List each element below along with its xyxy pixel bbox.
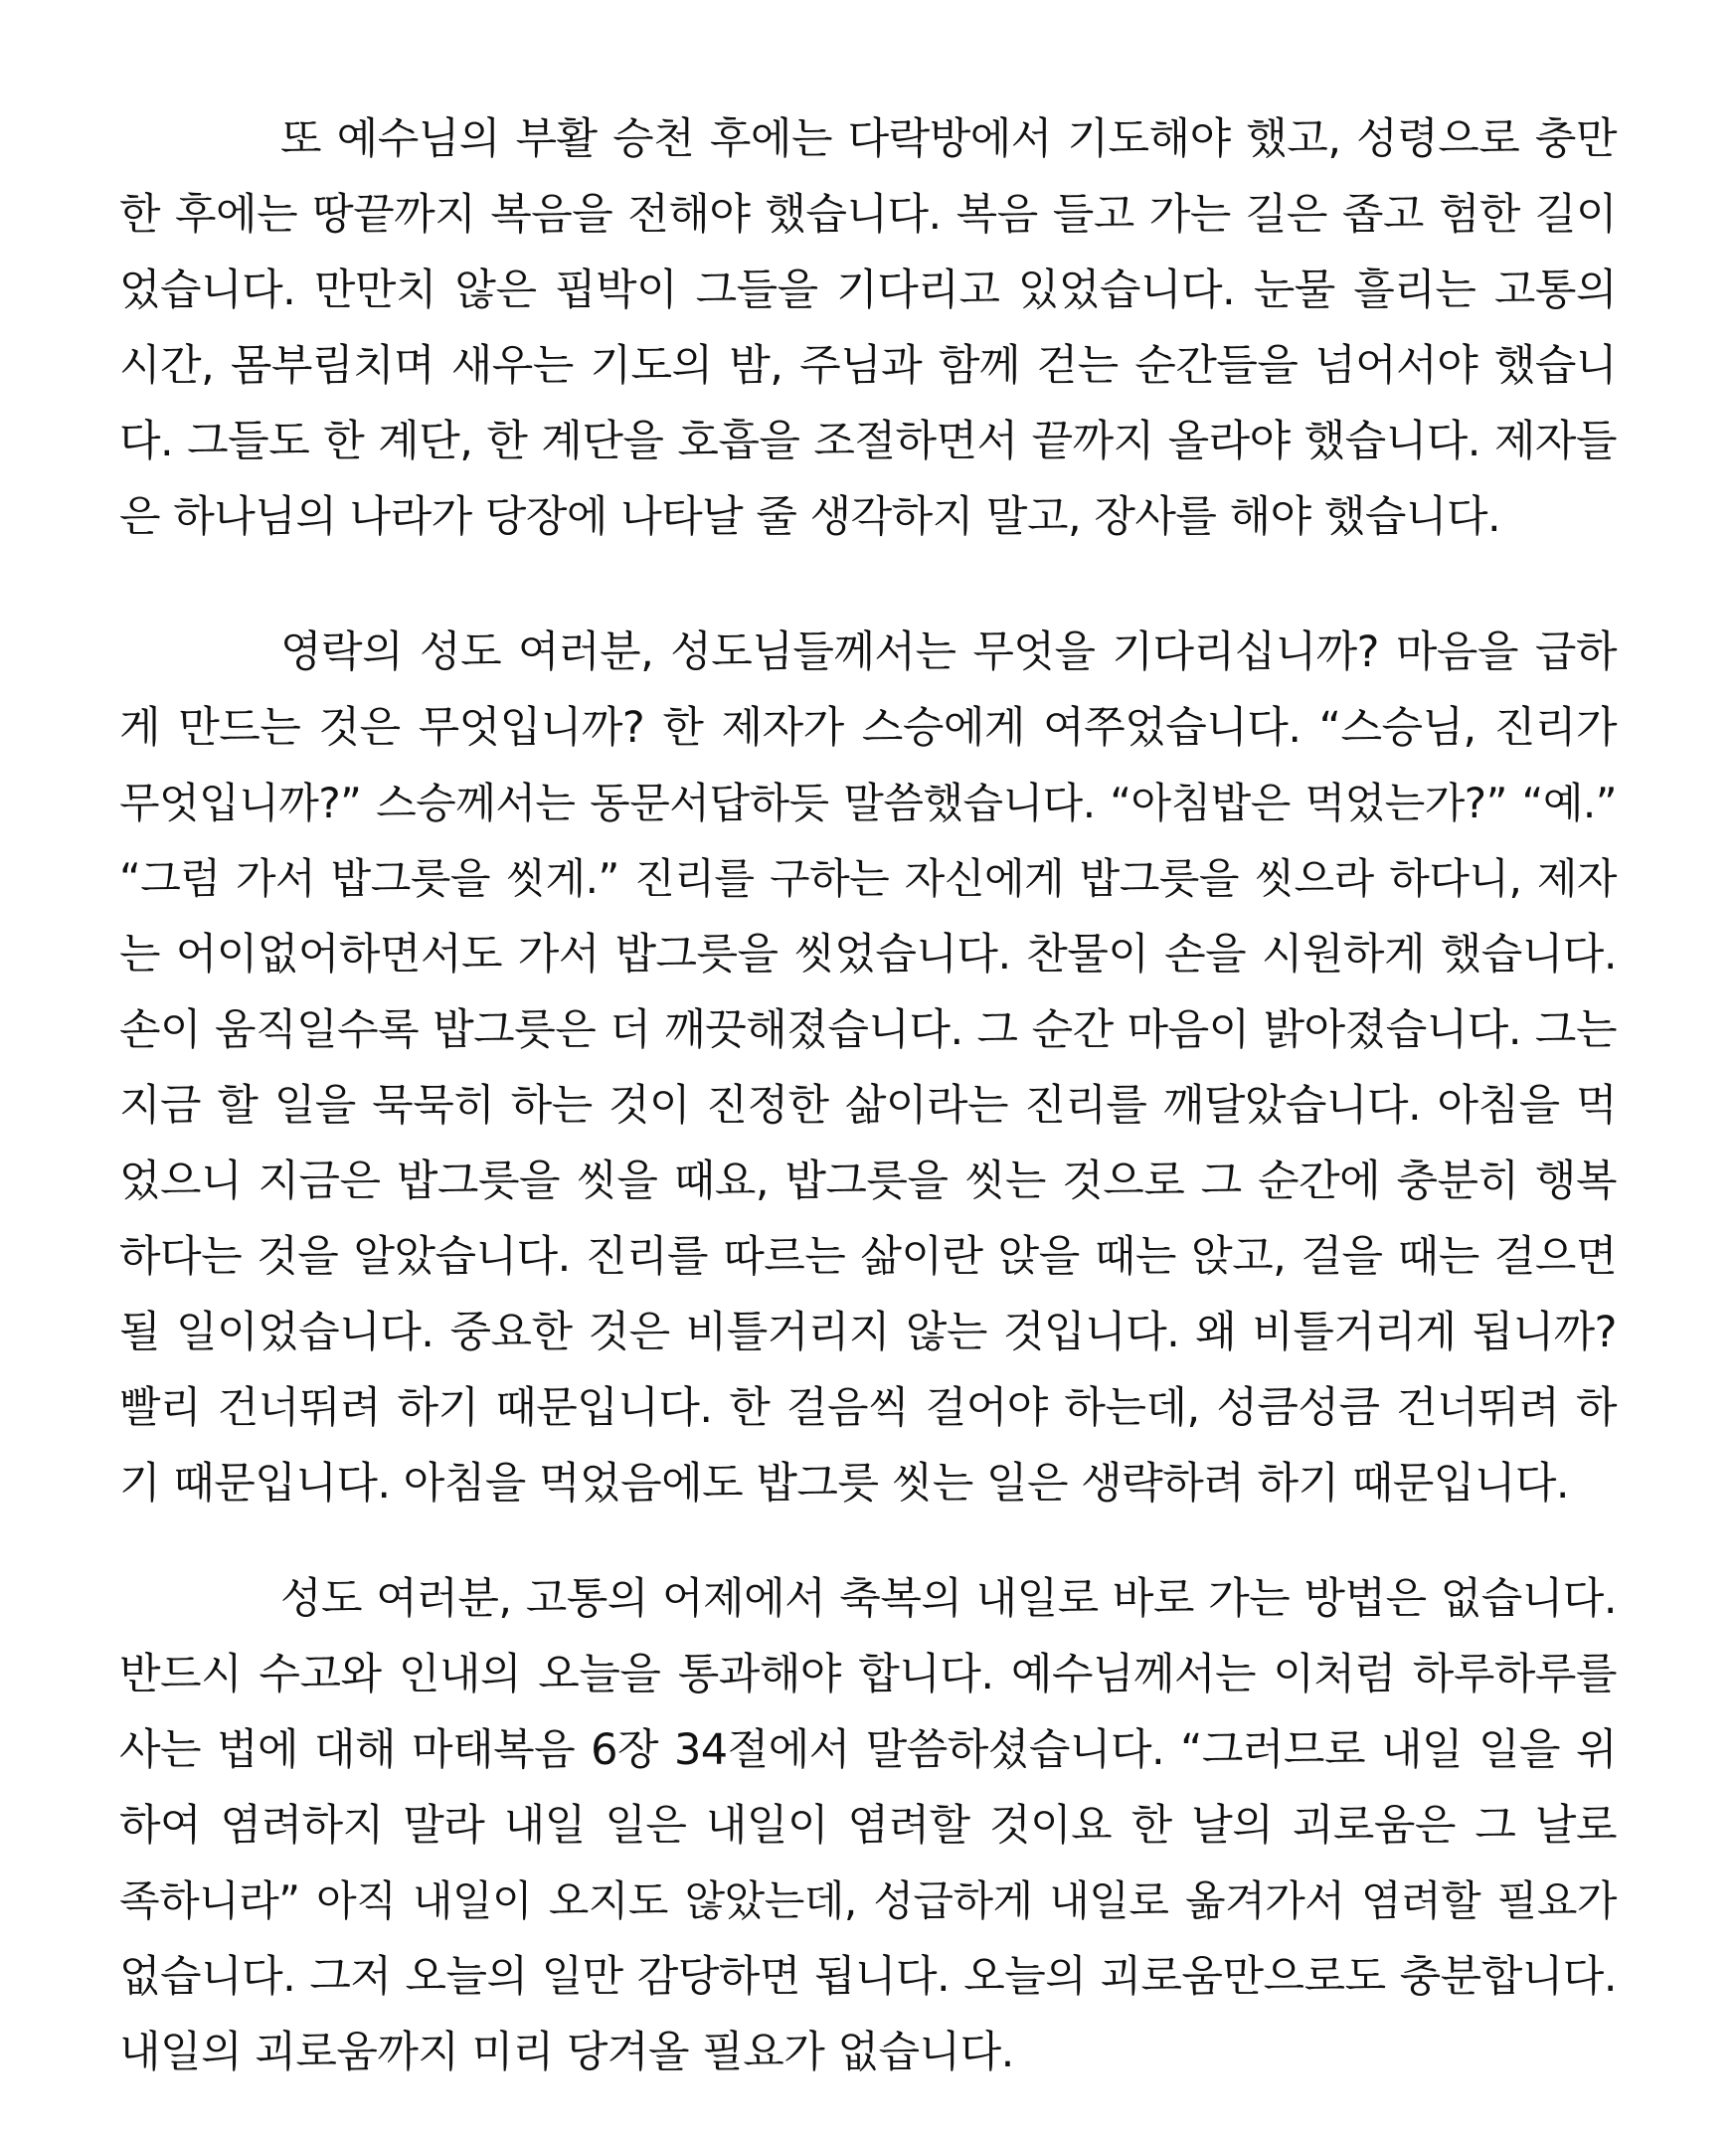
paragraph-line: 없습니다. 그저 오늘의 일만 감당하면 됩니다. 오늘의 괴로움만으로도 충분합니다. [119, 1952, 1617, 2002]
paragraph-line: 하여 염려하지 말라 내일 일은 내일이 염려할 것이요 한 날의 괴로움은 그 날로 [119, 1801, 1617, 1851]
paragraph-line: 다. 그들도 한 계단, 한 계단을 호흡을 조절하면서 끝까지 올라야 했습니다. 제자들 [119, 417, 1617, 466]
paragraph-line: 는 어이없어하면서도 가서 밥그릇을 씻었습니다. 찬물이 손을 시원하게 했습니다. [119, 930, 1617, 979]
paragraph-line: 성도 여러분, 고통의 어제에서 축복의 내일로 바로 가는 방법은 없습니다. [280, 1574, 1617, 1624]
paragraph-line: 빨리 건너뛰려 하기 때문입니다. 한 걸음씩 걸어야 하는데, 성큼성큼 건너뛰려 하 [119, 1383, 1617, 1433]
paragraph-line: 영락의 성도 여러분, 성도님들께서는 무엇을 기다리십니까? 마음을 급하 [280, 627, 1617, 677]
paragraph-line: 또 예수님의 부활 승천 후에는 다락방에서 기도해야 했고, 성령으로 충만 [280, 114, 1617, 164]
paragraph-line: 한 후에는 땅끝까지 복음을 전해야 했습니다. 복음 들고 가는 길은 좁고 험한 길이 [119, 190, 1617, 240]
paragraph-line: 은 하나님의 나라가 당장에 나타날 줄 생각하지 말고, 장사를 해야 했습니다. [119, 492, 1501, 542]
paragraph-line: 무엇입니까?” 스승께서는 동문서답하듯 말씀했습니다. “아침밥은 먹었는가?” “예.” [119, 779, 1617, 827]
paragraph-line: 지금 할 일을 묵묵히 하는 것이 진정한 삶이라는 진리를 깨달았습니다. 아침을 먹 [119, 1081, 1617, 1131]
paragraph-line: 족하니라” 아직 내일이 오지도 않았는데, 성급하게 내일로 옮겨가서 염려할 필요가 [119, 1876, 1617, 1925]
paragraph-line: 었습니다. 만만치 않은 핍박이 그들을 기다리고 있었습니다. 눈물 흘리는 고통의 [119, 266, 1617, 315]
paragraph-line: 반드시 수고와 인내의 오늘을 통과해야 합니다. 예수님께서는 이처럼 하루하루를 [119, 1650, 1617, 1699]
paragraph-line: 시간, 몸부림치며 새우는 기도의 밤, 주님과 함께 걷는 순간들을 넘어서야 했습니 [119, 341, 1617, 391]
paragraph-line: 사는 법에 대해 마태복음 6장 34절에서 말씀하셨습니다. “그러므로 내일 일을 위 [119, 1725, 1617, 1775]
paragraph-line: “그럼 가서 밥그릇을 씻게.” 진리를 구하는 자신에게 밥그릇을 씻으라 하다니, 제자 [119, 854, 1617, 903]
paragraph-line: 기 때문입니다. 아침을 먹었음에도 밥그릇 씻는 일은 생략하려 하기 때문입니다. [119, 1459, 1570, 1509]
paragraph-line: 내일의 괴로움까지 미리 당겨올 필요가 없습니다. [119, 2028, 1014, 2077]
paragraph-line: 었으니 지금은 밥그릇을 씻을 때요, 밥그릇을 씻는 것으로 그 순간에 충분히 행복 [119, 1157, 1617, 1206]
paragraph-line: 손이 움직일수록 밥그릇은 더 깨끗해졌습니다. 그 순간 마음이 밝아졌습니다. 그는 [119, 1005, 1617, 1055]
paragraph-line: 하다는 것을 알았습니다. 진리를 따르는 삶이란 앉을 때는 앉고, 걸을 때는 걸으면 [119, 1232, 1617, 1282]
paragraph-line: 될 일이었습니다. 중요한 것은 비틀거리지 않는 것입니다. 왜 비틀거리게 됩니까? [119, 1308, 1617, 1357]
paragraph-line: 게 만드는 것은 무엇입니까? 한 제자가 스승에게 여쭈었습니다. “스승님, 진리가 [119, 703, 1617, 753]
